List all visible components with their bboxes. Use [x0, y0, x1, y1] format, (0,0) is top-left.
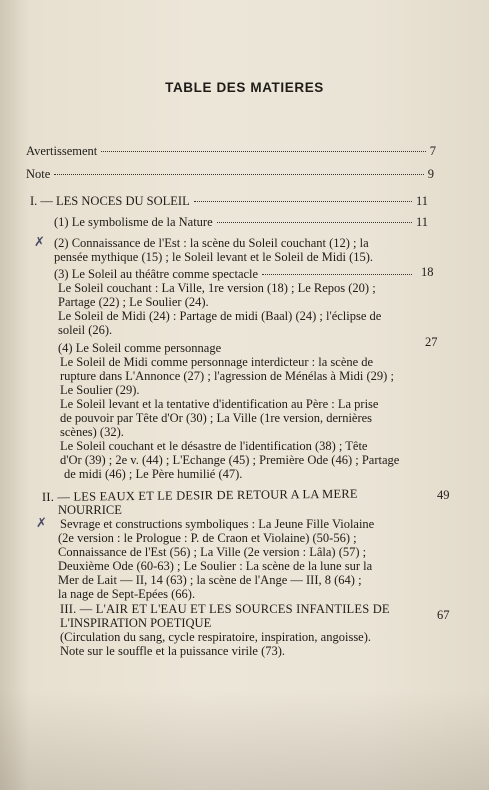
leader-dots [101, 151, 425, 152]
toc-entry-connaissance-line1: (2) Connaissance de l'Est : la scène du Soleil couchant (12) ; la [54, 236, 369, 250]
toc-text-line: de pouvoir par Tête d'Or (30) ; La Ville (1re version, dernières [60, 411, 373, 425]
toc-text-line: d'Or (39) ; 2e v. (44) ; L'Echange (45) ; Première Ode (46) ; Partage [60, 453, 400, 467]
toc-page: 9 [427, 167, 434, 181]
toc-text-line: scènes) (32). [60, 425, 124, 439]
toc-text-line: Partage (22) ; Le Soulier (24). [58, 295, 209, 309]
toc-text-line: (2e version : le Prologue : P. de Craon et Violaine) (50-56) ; [58, 531, 357, 545]
toc-entry-air-line2: L'INSPIRATION POETIQUE [60, 616, 212, 630]
toc-page: 18 [421, 265, 434, 279]
toc-label: Note [26, 167, 51, 181]
toc-entry-note [26, 167, 434, 182]
toc-label: (3) Le Soleil au théâtre comme spectacle [54, 267, 259, 281]
leader-dots [262, 274, 412, 275]
leader-dots [54, 174, 423, 175]
toc-label: I. — LES NOCES DU SOLEIL [30, 194, 190, 208]
toc-entry-air-line1: III. — L'AIR ET L'EAU ET LES SOURCES INFANTILES DE [60, 602, 390, 616]
toc-entry-personnage-label: (4) Le Soleil comme personnage [58, 341, 222, 355]
toc-entry-theatre [54, 267, 416, 282]
toc-label: (1) Le symbolisme de la Nature [54, 215, 213, 229]
toc-text-line: Connaissance de l'Est (56) ; La Ville (2e version : Lâla) (57) ; [58, 545, 367, 559]
page-title: TABLE DES MATIERES [165, 80, 324, 95]
leader-dots [194, 201, 412, 202]
toc-entry-noces [30, 194, 428, 209]
toc-text-line: Le Soleil levant et la tentative d'identification au Père : La prise [60, 397, 379, 411]
toc-text-line: (Circulation du sang, cycle respiratoire, inspiration, angoisse). [60, 630, 372, 644]
page-shadow [0, 690, 489, 790]
toc-page: 67 [437, 608, 450, 622]
toc-text-line: Le Soleil de Midi comme personnage interdicteur : la scène de [60, 355, 374, 369]
toc-entry-eaux-line2: NOURRICE [58, 503, 122, 517]
leader-dots [217, 222, 412, 223]
toc-text-line: rupture dans L'Annonce (27) ; l'agression de Ménélas à Midi (29) ; [60, 369, 394, 383]
toc-text-line: Note sur le souffle et la puissance virile (73). [60, 644, 286, 658]
toc-page: 7 [429, 144, 436, 158]
handwritten-mark: ✗ [34, 235, 45, 250]
toc-page: 49 [437, 488, 450, 502]
toc-label: Avertissement [26, 144, 98, 158]
toc-text-line: Le Soleil couchant : La Ville, 1re version (18) ; Le Repos (20) ; [58, 281, 376, 295]
toc-text-line: Le Soleil de Midi (24) : Partage de midi (Baal) (24) ; l'éclipse de [58, 309, 382, 323]
toc-text-line: soleil (26). [58, 323, 113, 337]
toc-text-line: Le Soulier (29). [60, 383, 140, 397]
toc-text-line: Sevrage et constructions symboliques : La Jeune Fille Violaine [60, 517, 375, 531]
handwritten-mark: ✗ [36, 516, 47, 531]
toc-page: 11 [415, 194, 428, 208]
toc-text-line: Mer de Lait — II, 14 (63) ; la scène de l'Ange — III, 8 (64) ; [58, 573, 362, 587]
toc-page: 11 [415, 215, 428, 229]
toc-page: 27 [425, 335, 438, 349]
toc-entry-connaissance-line2: pensée mythique (15) ; le Soleil levant et le Soleil de Midi (15). [54, 250, 374, 264]
toc-entry-eaux-line1: II. — LES EAUX ET LE DESIR DE RETOUR A LA MERE [41, 486, 358, 504]
toc-text-line: Deuxième Ode (60-63) ; Le Soulier : La scène de la lune sur la [58, 559, 373, 573]
toc-entry-avertissement [26, 144, 436, 159]
toc-text-line: Le Soleil couchant et le désastre de l'identification (38) ; Tête [60, 439, 368, 453]
toc-text-line: la nage de Sept-Epées (66). [58, 587, 196, 601]
toc-entry-symbolisme [54, 215, 428, 230]
toc-text-line: de midi (46) ; Le Père humilié (47). [64, 467, 243, 481]
